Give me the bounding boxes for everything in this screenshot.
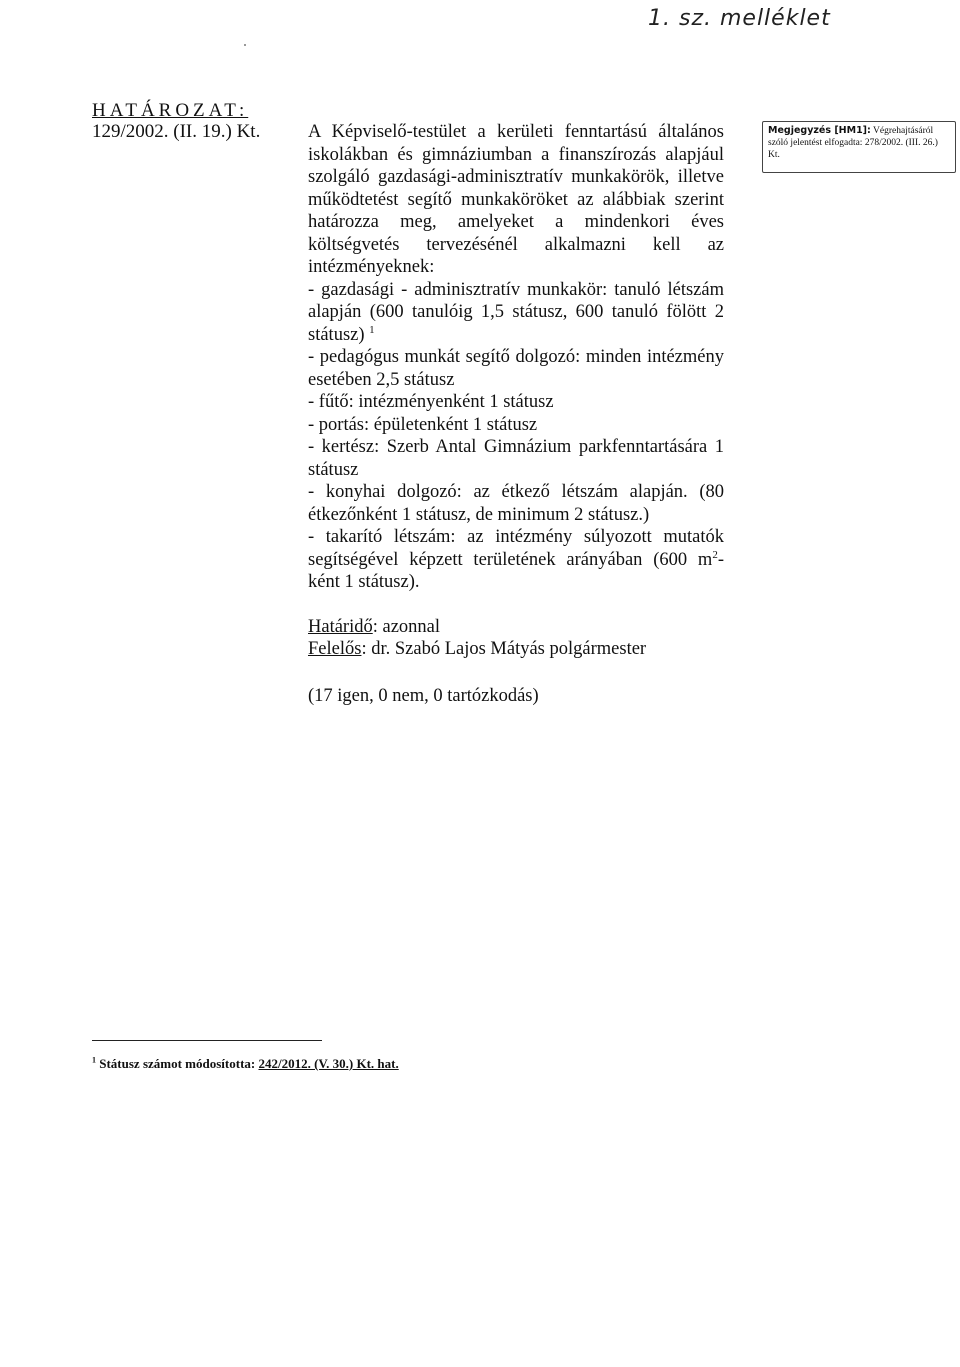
responsible-line [308, 638, 724, 661]
deadline-value: : azonnal [372, 616, 441, 637]
responsible-label: Felelős [308, 639, 362, 659]
scan-speck [244, 44, 246, 46]
resolution-body [308, 121, 724, 707]
footnote-separator [92, 1040, 322, 1041]
list-item: - kertész: Szerb Antal Gimnázium parkfenntartására 1 státusz [308, 437, 724, 480]
superscript: 2 [712, 548, 718, 561]
comment-text: Végrehajtásáról szóló jelentést elfogadta: 278/2002. (III. 26.) Kt. [768, 126, 938, 160]
vote-result: (17 igen, 0 nem, 0 tartózkodás) [308, 685, 539, 706]
responsible-value: : dr. Szabó Lajos Mátyás polgármester [361, 639, 647, 659]
intro-paragraph: A Képviselő-testület a kerületi fenntartású általános iskolákban és gimnáziumban a finanszírozás alapjául szolgáló gazdasági-adminisztratív munkakörök, illetve működtetést segítő munkaköröket az alábbiak szerint határozza meg, amelyeket a mindenkori éves költségvetés tervezésénél alkalmazni kell az intézményeknek: [308, 122, 724, 277]
resolution-title: HATÁROZAT: [92, 100, 249, 121]
footnote-ref[interactable]: 1 [369, 323, 375, 336]
footnote-mark: 1 [92, 1055, 96, 1065]
comment-label: Megjegyzés [HM1]: [768, 125, 871, 136]
footnote-text: Státusz számot módosította: [99, 1056, 259, 1071]
resolution-number: 129/2002. (II. 19.) Kt. [92, 121, 261, 142]
list-item: - pedagógus munkát segítő dolgozó: minden intézmény esetében 2,5 státusz [308, 347, 724, 390]
list-item: - portás: épületenként 1 státusz [308, 414, 538, 435]
list-item: - konyhai dolgozó: az étkező létszám alapján. (80 étkezőnként 1 státusz, de minimum 2 státusz.) [308, 482, 724, 525]
deadline-line [308, 616, 724, 639]
footnote-link[interactable]: 242/2012. (V. 30.) Kt. hat. [258, 1056, 399, 1071]
comment-balloon[interactable] [762, 121, 956, 173]
item-text: - takarító létszám: az intézmény súlyozott mutatók segítségével képzett területének arányában (600 m [308, 527, 724, 570]
footnote [92, 1056, 399, 1072]
item-text: - gazdasági - adminisztratív munkakör: tanuló létszám alapján (600 tanulóig 1,5 státusz, 600 tanuló fölött 2 státusz) [308, 279, 724, 345]
list-item [308, 279, 724, 347]
handwritten-annex-note: 1. sz. melléklet [648, 6, 831, 31]
list-item [308, 526, 724, 594]
list-item: - fűtő: intézményenként 1 státusz [308, 392, 554, 412]
item-text: -ként 1 státusz). [308, 549, 724, 592]
deadline-label: Határidő [308, 616, 373, 637]
